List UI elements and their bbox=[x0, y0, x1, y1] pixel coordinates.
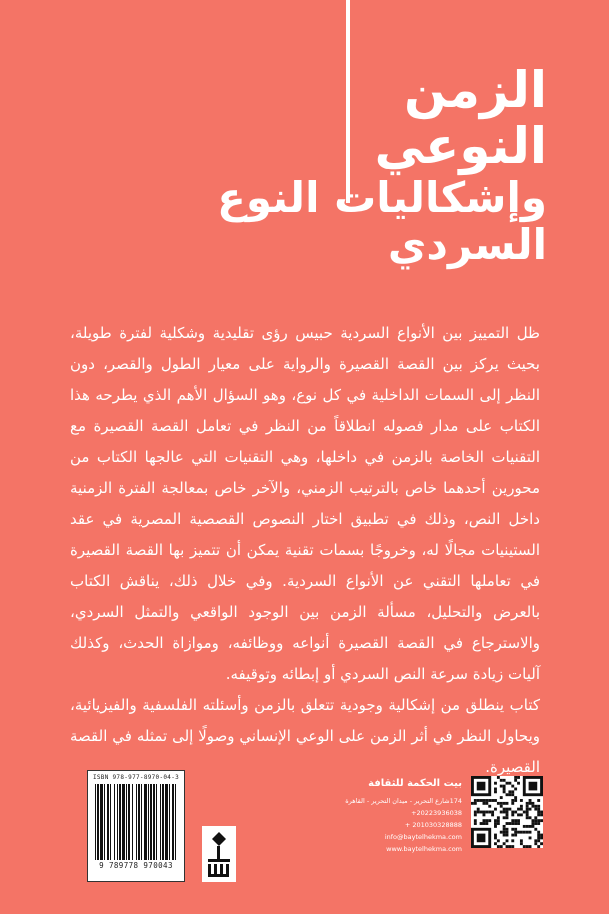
publisher-logo-icon bbox=[202, 826, 236, 882]
barcode-icon bbox=[93, 784, 179, 860]
title-line-2: النوعي bbox=[374, 117, 547, 175]
publisher-phone-1: +20223936038 bbox=[411, 809, 462, 817]
description-paragraph-1: ظل التمييز بين الأنواع السردية حبيس رؤى تقليدية وشكلية لفترة طويلة، بحيث يركز بين القصة القصيرة والرواية على معيار الطول والقصر، دون النظر إلى السمات الداخلية في كل نوع، وهو السؤال الأهم الذي يطرحه هذا الكتاب على مدار فصوله انطلاقاً من النظر في تعامل القصة القصيرة مع التقنيات الخاصة بالزمن في داخلها، وهي التقنيات التي عالجها الكتاب من محورين أحدهما خاص بالترتيب الزمني، والآخر خاص بمعالجة الفترة الزمنية داخل النص، وذلك في تطبيق اختار النصوص القصصية المصرية في عقد الستينيات مجالًا له، وخروجًا بسمات تقنية يمكن أن تتميز بها القصة القصيرة في تعاملها التقني عن الأنواع السردية. وفي خلال ذلك، يناقش الكتاب بالعرض والتحليل، مسألة الزمن بين الوجود الواقعي والتمثل السردي، والاسترجاع في القصة القصيرة أنواعه ووظائفه، وموازاة الحدث، وكذلك آليات زيادة سرعة النص السردي أو إبطائه وتوقيفه. bbox=[70, 324, 540, 683]
publisher-phone-2: + 201030328888 bbox=[404, 821, 462, 829]
barcode-digits: 9 789778 970043 bbox=[99, 861, 173, 870]
title-line-3: وإشكاليات النوع bbox=[217, 173, 547, 222]
publisher-info bbox=[332, 778, 462, 855]
isbn-barcode bbox=[87, 770, 185, 882]
publisher-address: 174شارع التحرير - ميدان التحرير - القاهرة bbox=[345, 797, 462, 805]
qr-code bbox=[471, 776, 543, 848]
publisher-name: بيت الحكمة للثقافة bbox=[368, 778, 462, 789]
qr-code-icon bbox=[471, 776, 543, 848]
book-description bbox=[70, 318, 540, 783]
book-title bbox=[187, 62, 547, 268]
title-line-4: السردي bbox=[387, 220, 547, 270]
publisher-website: www.baytelhekma.com bbox=[386, 845, 462, 853]
description-paragraph-2: كتاب ينطلق من إشكالية وجودية تتعلق بالزمن وأسئلته الفلسفية والفيزيائية، ويحاول النظر في أثر الزمن على الوعي الإنساني وصولًا إلى تمثله في القصة القصيرة. bbox=[70, 696, 540, 776]
title-line-1: الزمن bbox=[404, 61, 547, 119]
publisher-logo bbox=[202, 826, 236, 882]
isbn-label: ISBN 978-977-8970-04-3 bbox=[92, 774, 180, 781]
publisher-email: info@baytelhekma.com bbox=[384, 833, 462, 841]
